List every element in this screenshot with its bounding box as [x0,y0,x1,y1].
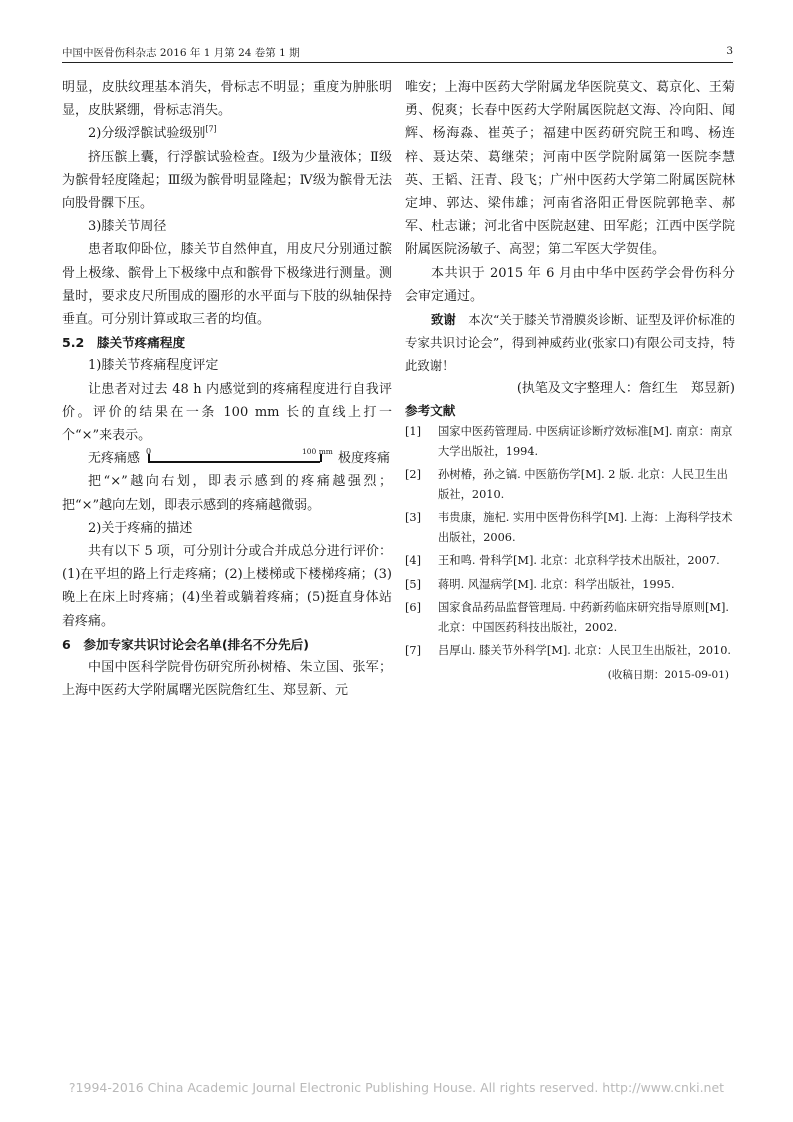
references-heading: 参考文献 [405,403,456,419]
reference-number: [3] [405,511,422,525]
reference-number: [6] [405,601,422,615]
acknowledgement-text: 本次“关于膝关节滑膜炎诊断、证型及评价标准的专家共识讨论会”，得到神威药业(张家口)有限公司支持，特此致谢！ [405,312,736,374]
paragraph: 共有以下 5 项，可分别计分或合并成总分进行评价：(1)在平坦的路上行走疼痛；(2)上楼梯或下楼梯疼痛；(3)晚上在床上时疼痛；(4)坐着或躺着疼痛；(5)挺直身体站着疼痛。 [62,544,392,629]
right-column [405,76,735,685]
subheading [62,122,392,145]
pain-scale [62,447,392,470]
paragraph: 明显，皮肤纹理基本消失，骨标志不明显；重度为肿胀明显，皮肤紧绷，骨标志消失。 [62,80,392,119]
subheading-text: 2)分级浮髌试验级别 [88,126,206,142]
journal-name: 中国中医骨伤科杂志 2016 年 1 月第 24 卷第 1 期 [62,47,300,59]
author-note: (执笔及文字整理人：詹红生 郑昱新) [516,381,735,397]
reference-number: [1] [405,425,422,439]
reference-number: [2] [405,468,422,482]
reference-number: [5] [405,577,422,591]
paragraph: 唯安；上海中医药大学附属龙华医院莫文、葛京化、王菊勇、倪爽；长春中医药大学附属医院赵文海、冷向阳、闻辉、杨海淼、崔英子；福建中医药研究院王和鸣、杨连梓、聂达荣、葛继荣；河南中医学院附属第一医院李慧英、王韬、汪青、段飞；广州中医药大学第二附属医院林定坤、郭达、梁伟雄；河南省洛阳正骨医院郭艳幸、郝军、杜志谦；河北省中医院赵建、田军彪；江西中医学院附属医院汤敏子、高翌；第二军医大学贺佳。 [405,80,735,258]
reference-item [405,465,735,504]
reference-text: 国家中医药管理局. 中医病证诊断疗效标准[M]. 南京：南京大学出版社，1994. [438,425,733,458]
reference-item [405,641,735,661]
received-date: (收稿日期：2015-09-01) [607,668,729,681]
reference-number: [4] [405,554,422,568]
paragraph: 让患者对过去 48 h 内感觉到的疼痛程度进行自我评价。评价的结果在一条 100 mm 长的直线上打一个“×”来表示。 [62,381,392,444]
reference-text: 孙树椿，孙之镐. 中医筋伤学[M]. 2 版. 北京：人民卫生出版社，2010. [438,468,728,501]
paragraph: 患者取仰卧位，膝关节自然伸直，用皮尺分别通过髌骨上极缘、髌骨上下极缘中点和髌骨下极缘进行测量。测量时，要求皮尺所围成的圈形的水平面与下肢的纵轴保持垂直。可分别计算或取三者的均值。 [62,242,392,328]
page-number: 3 [726,45,733,57]
section-heading: 5.2 膝关节疼痛程度 [62,335,186,351]
reference-text: 吕厚山. 膝关节外科学[M]. 北京：人民卫生出版社，2010. [438,644,732,658]
paragraph: 挤压髌上囊，行浮髌试验检查。Ⅰ级为少量液体；Ⅱ级为髌骨轻度隆起；Ⅲ级为髌骨明显隆起；Ⅳ级为髌骨无法向股骨髁下压。 [62,149,392,212]
pain-scale-right-label: 极度疼痛 [337,451,390,467]
paragraph: 本共识于 2015 年 6 月由中华中医药学会骨伤科分会审定通过。 [405,265,735,304]
pain-scale-zero: 0 [146,447,152,457]
reference-text: 蒋明. 风湿病学[M]. 北京：科学出版社，1995. [438,577,675,591]
reference-item [405,551,735,571]
reference-item [405,575,735,595]
reference-item [405,508,735,547]
running-header [62,44,733,63]
copyright-footer: ?1994-2016 China Academic Journal Electronic Publishing House. All rights reserved. http://www.cnki.net [68,1080,725,1095]
acknowledgement [405,308,735,377]
citation-ref[interactable]: [7] [205,125,217,135]
pain-scale-line [148,461,320,463]
reference-list [405,422,735,661]
reference-text: 国家食品药品监督管理局. 中药新药临床研究指导原则[M]. 北京：中国医药科技出版社，2002. [438,601,729,634]
subheading: 1)膝关节疼痛程度评定 [88,358,219,374]
pain-scale-tick-end [320,454,322,462]
paragraph: 把“×”越向右划，即表示感到的疼痛越强烈；把“×”越向左划，即表示感到的疼痛越微弱。 [62,474,392,513]
pain-scale-left-label: 无疼痛感 [88,451,141,467]
pain-scale-hundred: 100 mm [302,447,333,457]
subheading: 3)膝关节周径 [88,219,167,235]
paragraph: 中国中医科学院骨伤研究所孙树椿、朱立国、张军；上海中医药大学附属曙光医院詹红生、郑昱新、元 [62,660,392,699]
left-column [62,76,392,702]
reference-number: [7] [405,644,422,658]
reference-item [405,598,735,637]
section-heading: 6 参加专家共识讨论会名单(排名不分先后) [62,636,309,652]
subheading: 2)关于疼痛的描述 [88,520,193,536]
reference-text: 韦贵康，施杞. 实用中医骨伤科学[M]. 上海：上海科学技术出版社，2006. [438,511,733,544]
reference-item [405,422,735,461]
reference-text: 王和鸣. 骨科学[M]. 北京：北京科学技术出版社，2007. [438,554,720,568]
acknowledgement-label: 致谢 [431,312,456,328]
